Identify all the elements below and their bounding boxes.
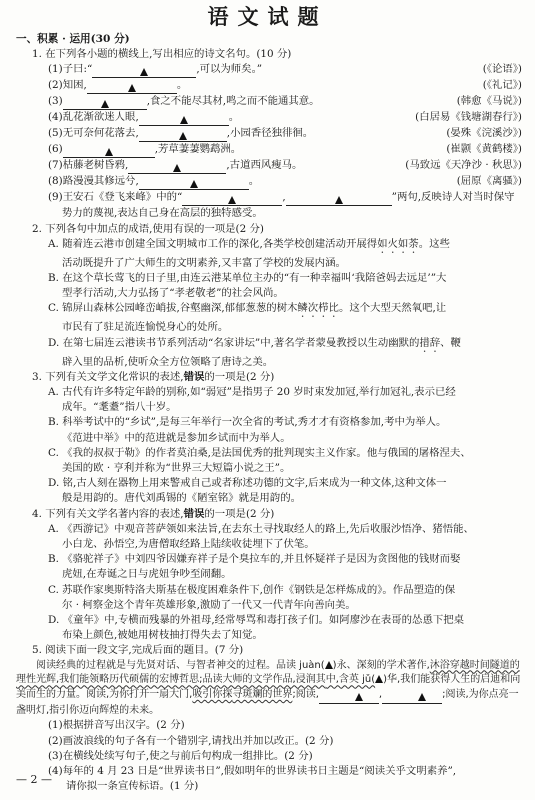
q2-option-a-line2: 活动既提升了广大师生的文明素养,又丰富了学校的发展内涵。: [62, 256, 346, 269]
answer-blank[interactable]: [382, 691, 442, 704]
question-1-item: [16, 158, 522, 174]
answer-blank[interactable]: [319, 691, 379, 704]
triangle-marker-icon: [105, 148, 113, 156]
question-1-item: [16, 142, 522, 158]
q3-option-b-line2: 《范进中举》中的范进就是参加乡试而中为举人。: [62, 431, 291, 444]
question-2-stem: 2. 下列各句中加点的成语,使用有误的一项是(2 分): [32, 222, 264, 235]
answer-blank[interactable]: [128, 161, 226, 174]
question-1-item-9: (9)王安石《登飞来峰》中的“ , ”两句,反映诗人对当时保守: [16, 190, 522, 206]
q2-option-a: A. 随着连云港市创建全国文明城市工作的深化,各类学校创建活动开展得如火如荼。这些: [48, 237, 450, 250]
triangle-marker-icon: [325, 661, 333, 669]
triangle-marker-icon: [173, 164, 181, 172]
q4-option-b-line2: 虎妞,在寿诞之日与虎妞争吵至闹翻。: [62, 568, 232, 581]
q5-subquestion-4-line2: 请你拟一条宣传标语。(1 分): [66, 780, 199, 793]
q4-option-d-line2: 布染上颜色,被她用树枝抽打得失去了知觉。: [62, 629, 263, 642]
answer-blank[interactable]: [63, 145, 155, 158]
triangle-marker-icon: [128, 84, 136, 92]
item-text: (7)枯藤老树昏鸦, ,古道西风瘦马。: [48, 158, 302, 174]
marked-idiom: 如火如荼: [377, 237, 419, 250]
q4-option-a: A. 《西游记》中观音菩萨领如来法旨,在去东土寻找取经人的路上,先后收服沙悟净、猪悟能、: [48, 522, 474, 535]
item-text: (1)子曰:“ ,可以为师矣。”: [48, 62, 262, 78]
source-citation: (韩愈《马说》): [456, 95, 522, 108]
section-heading: 一、积累 · 运用(30 分): [16, 33, 130, 45]
question-5-stem: 5. 阅读下面一段文字,完成后面的题目。(7 分): [32, 644, 244, 657]
q5-subquestion-3: (3)在横线处续写句子,使之与前后句构成一组排比。(2 分): [48, 749, 313, 762]
q5-subquestion-1: (1)根据拼音写出汉字。(2 分): [48, 719, 185, 732]
source-citation: (《礼记》): [482, 79, 522, 92]
q4-option-c-line2: 尔 · 柯察金这个青年英雄形象,激励了一代又一代青年向善向美。: [62, 598, 356, 611]
q5-subquestion-4: (4)每年的 4 月 23 日是“世界读书日”,假如明年的世界读书日主题是“阅读关乎文明素养”,: [48, 765, 457, 778]
marked-idiom: 鳞次栉比: [297, 302, 339, 315]
q2-option-b-line2: 型孝行活动,大力弘扬了“孝老敬老”的社会风尚。: [62, 287, 284, 300]
item-text: (3) ,食之不能尽其材,鸣之而不能通其意。: [48, 94, 320, 110]
marked-idiom: 措辞: [419, 336, 441, 349]
q2-option-d: D. 在第七届连云港读书节系列活动“名家讲坛”中,著名学者蒙曼教授以生动幽默的措辞、鞭: [48, 336, 461, 349]
q2-option-d-line2: 辟入里的品析,使听众全方位领略了唐诗之美。: [62, 355, 274, 368]
q2-option-c: C. 锦屏山森林公园峰峦峭拔,谷壑幽深,郁郁葱葱的树木鳞次栉比。这个大型天然氧吧,让: [48, 302, 447, 315]
triangle-marker-icon: [190, 180, 198, 188]
question-3-options: [16, 385, 522, 507]
triangle-marker-icon: [180, 116, 188, 124]
triangle-marker-icon: [101, 100, 109, 108]
q4-option-c: C. 苏联作家奥斯特洛夫斯基在极度困难条件下,创作《钢铁是怎样炼成的》。作品塑造的保: [48, 583, 456, 596]
q5-subquestion-2: (2)画波浪线的句子各有一个错别字,请找出并加以改正。(2 分): [48, 734, 334, 747]
source-citation: (晏殊《浣溪沙》): [446, 127, 522, 140]
wavy-underlined-sentence: 吸引你探: [192, 688, 233, 700]
q3-option-c-line2: 美国的欧 · 亨利并称为“世界三大短篇小说之王”。: [62, 462, 291, 475]
triangle-marker-icon: [179, 132, 187, 140]
reading-passage: 阅读经典的过程就是与先贤对话、与智者神交的过程。品读 juàn( )永、深刻的学术著作,沐浴穿越时间隧道的理性光辉,我们能领略历代硕儒的宏博哲思;品读大师的文学作品,浸润其中,含英 jǔ( )华,我们能获得人生的启迪和向美而生的力量。阅读,为你打开一扇大门,吸引你探寻斑斓的世界;阅读, , ;阅读,为你点亮一盏明灯,指引你迈向辉煌的未来。: [16, 659, 521, 716]
question-1-item: [16, 62, 522, 78]
question-1-item: [16, 110, 522, 126]
answer-blank[interactable]: [182, 193, 282, 206]
item-text: (2)知困, 。: [48, 78, 187, 94]
item-text: (5)无可奈何花落去, ,小园香径独徘徊。: [48, 126, 313, 142]
question-3-stem: 3. 下列有关文学文化常识的表述,错误的一项是(2 分): [32, 370, 275, 383]
answer-blank[interactable]: [139, 113, 229, 126]
q2-option-c-line2: 市民有了驻足流连愉悦身心的处所。: [62, 321, 229, 334]
answer-blank[interactable]: [92, 65, 196, 78]
source-citation: (崔颢《黄鹤楼》): [446, 143, 522, 156]
question-4-stem: 4. 下列有关文学名著内容的表述,错误的一项是(2 分): [32, 507, 275, 520]
wavy-underlined-sentence: 沐浴穿越时间隧道的理性光辉,我们能领略历代硕儒的宏博哲思;品读大师的文学作品,浸润其: [16, 659, 520, 686]
page-number: — 2 —: [16, 773, 52, 786]
item-text: (6) ,芳草萋萋鹦鹉洲。: [48, 142, 241, 158]
exam-content: [16, 32, 522, 794]
q3-option-d: D. 铭,古人刻在器物上用来警戒自己或者称述功德的文字,后来成为一种文体,这种文体一: [48, 477, 447, 490]
item-text: (8)路漫漫其修远兮, 。: [48, 174, 259, 190]
q4-option-a-line2: 小白龙、孙悟空,为唐僧取经路上陆续收徒埋下了伏笔。: [62, 538, 315, 551]
triangle-marker-icon: [418, 693, 426, 701]
question-1-item: [16, 174, 522, 190]
triangle-marker-icon: [140, 68, 148, 76]
question-1-item: [16, 126, 522, 142]
source-citation: (屈原《离骚》): [456, 175, 522, 188]
triangle-marker-icon: [228, 196, 236, 204]
source-citation: (白居易《钱塘湖春行》): [415, 111, 522, 124]
q3-option-d-line2: 般是用韵的。唐代刘禹锡的《陋室铭》就是用韵的。: [62, 492, 301, 505]
triangle-marker-icon: [355, 693, 363, 701]
item-text: (4)乱花渐欲迷人眼, 。: [48, 110, 239, 126]
question-1-stem: 1. 在下列各小题的横线上,写出相应的诗文名句。(10 分): [32, 48, 292, 61]
question-1-item: [16, 94, 522, 110]
q3-option-a-line2: 成年。“耄耋”指八十岁。: [62, 401, 177, 414]
triangle-marker-icon: [375, 675, 383, 683]
q3-option-b: B. 科举考试中的“乡试”,是每三年举行一次全省的考试,秀才才有资格参加,考中为举人。: [48, 416, 447, 429]
question-4-options: [16, 522, 522, 644]
answer-blank[interactable]: [139, 177, 249, 190]
q3-option-a: A. 古代有许多特定年龄的别称,如“弱冠”是指男子 20 岁时束发加冠,举行加冠礼,表示已经: [48, 386, 456, 399]
answer-blank[interactable]: [87, 81, 177, 94]
q4-option-b: B. 《骆驼祥子》中刘四爷因嫌弃祥子是个臭拉车的,并且怀疑祥子是因为贪图他的钱财而娶: [48, 553, 461, 566]
answer-blank[interactable]: [63, 97, 147, 110]
source-citation: (马致远《天净沙 · 秋思》): [405, 159, 522, 172]
q4-option-d: D. 《童年》中,专横而残暴的外祖母,经常辱骂和毒打孩子们。如阿廖沙在表哥的怂恿下把桌: [48, 614, 465, 627]
source-citation: (《论语》): [482, 63, 522, 76]
answer-blank[interactable]: [286, 193, 392, 206]
question-1-items: [16, 62, 522, 190]
page-title: 语文试题: [207, 4, 328, 29]
question-1-item: [16, 78, 522, 94]
question-1-item-9-line2: 势力的蔑视,表达自己身在高层的独特感受。: [62, 207, 263, 220]
question-5-subquestions: [16, 718, 522, 764]
answer-blank[interactable]: [139, 129, 227, 142]
q2-option-b: B. 在这个草长莺飞的日子里,由连云港某单位主办的“有一种幸福叫‘我陪爸妈去远足’”大: [48, 272, 447, 285]
triangle-marker-icon: [335, 196, 343, 204]
q3-option-c: C. 《我的叔叔于勒》的作者莫泊桑,是法国优秀的批判现实主义作家。他与俄国的屠格涅夫、: [48, 446, 471, 459]
